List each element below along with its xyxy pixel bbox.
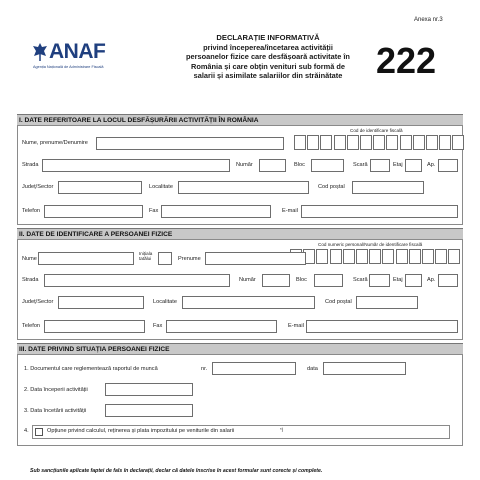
person-surname-label: Nume <box>22 256 37 262</box>
option-number: 4. <box>24 428 29 434</box>
eagle-emblem-icon <box>32 42 48 62</box>
cif-digit-cell[interactable] <box>373 135 385 150</box>
title-line-2: privind începerea/încetarea activității <box>203 42 333 52</box>
cif-digit-cell[interactable] <box>413 135 425 150</box>
title-line-5: salarii și asimilate salariilor din străinătate <box>193 71 343 81</box>
person-email-field[interactable] <box>306 320 458 333</box>
employer-postal-label: Cod poștal <box>318 184 345 190</box>
employer-county-field[interactable] <box>58 181 142 194</box>
form-number: 222 <box>376 40 437 81</box>
start-date-field[interactable] <box>105 383 193 396</box>
cif-digit-cell[interactable] <box>360 135 372 150</box>
father-initial-label-1: Inițiala <box>139 251 153 256</box>
cnp-digit-cell[interactable] <box>396 249 408 264</box>
cif-digit-cell[interactable] <box>426 135 438 150</box>
person-number-field[interactable] <box>262 274 290 287</box>
person-firstname-label: Prenume <box>178 256 201 262</box>
employer-apt-field[interactable] <box>438 159 458 172</box>
section-1-heading: I. DATE REFERITOARE LA LOCUL DESFĂȘURĂRII ACTIVITĂȚII ÎN ROMÂNIA <box>17 114 463 125</box>
person-locality-label: Localitate <box>153 299 177 305</box>
work-document-nr-field[interactable] <box>212 362 296 375</box>
employer-locality-field[interactable] <box>178 181 309 194</box>
person-locality-field[interactable] <box>182 296 315 309</box>
person-firstname-field[interactable] <box>205 252 306 265</box>
declaration-footer: Sub sancțiunile aplicate faptei de fals în declarații, declar că datele înscrise în acest formular sunt corecte și complete. <box>30 468 323 474</box>
title-line-3: persoanelor fizice care desfășoară activitate în <box>186 52 350 62</box>
person-stair-label: Scară <box>353 277 368 283</box>
cif-digit-cell[interactable] <box>334 135 346 150</box>
tax-option-checkbox[interactable] <box>35 428 43 436</box>
person-fax-label: Fax <box>153 323 163 329</box>
work-document-date-label: data <box>307 366 318 372</box>
employer-street-field[interactable] <box>42 159 230 172</box>
person-floor-field[interactable] <box>405 274 422 287</box>
cif-label: Cod de identificare fiscală <box>350 128 403 133</box>
employer-email-label: E-mail <box>282 208 298 214</box>
employer-locality-label: Localitate <box>149 184 173 190</box>
person-stair-field[interactable] <box>369 274 390 287</box>
employer-fax-field[interactable] <box>161 205 271 218</box>
cnp-digit-cell[interactable] <box>435 249 447 264</box>
person-email-label: E-mail <box>288 323 304 329</box>
cnp-digit-cell[interactable] <box>422 249 434 264</box>
employer-block-field[interactable] <box>311 159 344 172</box>
person-phone-label: Telefon <box>22 323 41 329</box>
cnp-digit-cell[interactable] <box>356 249 368 264</box>
employer-street-label: Strada <box>22 162 39 168</box>
work-document-date-field[interactable] <box>323 362 406 375</box>
cif-digit-cell[interactable] <box>307 135 319 150</box>
father-initial-label-2: tatălui <box>139 256 152 261</box>
section-3-heading: III. DATE PRIVIND SITUAȚIA PERSOANEI FIZICE <box>17 343 463 354</box>
person-phone-field[interactable] <box>44 320 145 333</box>
form-title <box>178 33 358 81</box>
cnp-digit-cell[interactable] <box>369 249 381 264</box>
cnp-digit-cell[interactable] <box>330 249 342 264</box>
tax-option-label: Opțiune privind calculul, reținerea și plata impozitului pe veniturile din salarii <box>47 428 235 434</box>
employer-email-field[interactable] <box>301 205 458 218</box>
employer-stair-field[interactable] <box>370 159 390 172</box>
person-surname-field[interactable] <box>38 252 134 265</box>
logo-subtitle: Agenția Națională de Administrare Fiscală <box>33 65 104 69</box>
cif-digit-cell[interactable] <box>386 135 398 150</box>
person-apt-field[interactable] <box>438 274 458 287</box>
employer-phone-label: Telefon <box>22 208 41 214</box>
employer-county-label: Județ/Sector <box>22 184 54 190</box>
title-line-1: DECLARAȚIE INFORMATIVĂ <box>216 33 320 42</box>
person-fax-field[interactable] <box>166 320 277 333</box>
end-date-label: 3. Data încetării activității <box>24 408 87 414</box>
person-apt-label: Ap. <box>427 277 436 283</box>
cif-digit-cell[interactable] <box>347 135 359 150</box>
work-document-nr-label: nr. <box>201 366 208 372</box>
end-date-field[interactable] <box>105 404 193 417</box>
father-initial-field[interactable] <box>158 252 172 265</box>
person-street-label: Strada <box>22 277 39 283</box>
person-number-label: Număr <box>239 277 256 283</box>
cif-digit-cell[interactable] <box>320 135 332 150</box>
cif-digit-cell[interactable] <box>400 135 412 150</box>
person-county-field[interactable] <box>58 296 144 309</box>
person-postal-field[interactable] <box>356 296 418 309</box>
cif-digit-cell[interactable] <box>294 135 306 150</box>
start-date-label: 2. Data începerii activității <box>24 387 88 393</box>
person-block-label: Bloc <box>296 277 307 283</box>
cnp-digit-cell[interactable] <box>448 249 460 264</box>
cnp-digit-cell[interactable] <box>316 249 328 264</box>
tax-option-note: *) <box>280 427 284 432</box>
employer-number-field[interactable] <box>259 159 286 172</box>
logo-wordmark: ANAF <box>49 40 106 63</box>
employer-block-label: Bloc <box>294 162 305 168</box>
person-block-field[interactable] <box>314 274 343 287</box>
person-floor-label: Etaj <box>393 277 403 283</box>
annex-number: Anexa nr.3 <box>414 17 443 23</box>
employer-floor-label: Etaj <box>393 162 403 168</box>
title-line-4: România și care obțin venituri sub formă de <box>190 61 345 71</box>
person-street-field[interactable] <box>44 274 230 287</box>
anaf-logo <box>32 40 144 72</box>
employer-number-label: Număr <box>236 162 253 168</box>
work-document-label: 1. Documentul care reglementează raportul de muncă <box>24 366 158 372</box>
section-2-heading: II. DATE DE IDENTIFICARE A PERSOANEI FIZICE <box>17 228 463 239</box>
cif-digit-cell[interactable] <box>439 135 451 150</box>
cif-digit-cell[interactable] <box>452 135 464 150</box>
employer-name-label: Nume, prenume/Denumire <box>22 140 88 146</box>
cnp-label: Cod numeric personal/Număr de identificare fiscală <box>318 242 423 247</box>
cnp-digit-cell[interactable] <box>343 249 355 264</box>
employer-stair-label: Scară <box>353 162 368 168</box>
cnp-digit-cell[interactable] <box>409 249 421 264</box>
employer-phone-field[interactable] <box>44 205 143 218</box>
cnp-digit-cell[interactable] <box>382 249 394 264</box>
person-county-label: Județ/Sector <box>22 299 54 305</box>
employer-apt-label: Ap. <box>427 162 436 168</box>
person-postal-label: Cod poștal <box>325 299 352 305</box>
employer-name-field[interactable] <box>96 137 284 150</box>
employer-postal-field[interactable] <box>352 181 424 194</box>
employer-fax-label: Fax <box>149 208 159 214</box>
employer-floor-field[interactable] <box>405 159 422 172</box>
